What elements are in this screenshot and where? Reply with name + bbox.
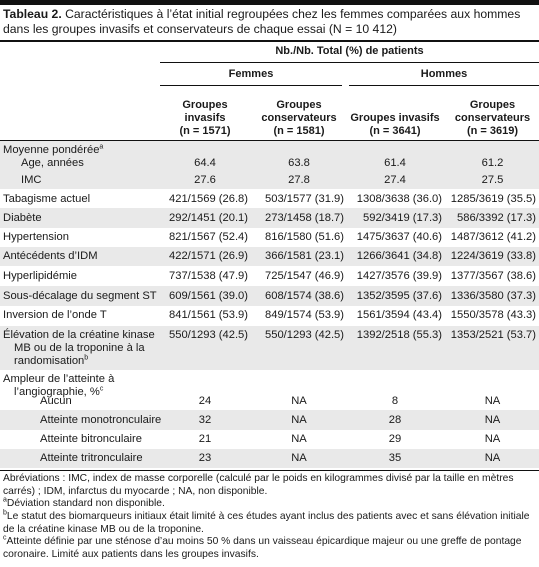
tri-label: Atteinte tritronculaire	[40, 452, 143, 464]
mono-label: Atteinte monotronculaire	[40, 414, 162, 426]
col4-line2: conservateurs	[454, 112, 531, 124]
header-rule-top	[0, 40, 539, 42]
st-label: Sous-décalage du segment ST	[3, 290, 157, 302]
span-rule	[160, 62, 539, 63]
ondet-v3: 1561/3594 (43.4)	[356, 309, 442, 321]
ck-v1: 550/1293 (42.5)	[169, 329, 248, 341]
ondet-v1: 841/1561 (53.9)	[169, 309, 248, 321]
ondet-v2: 849/1574 (53.9)	[265, 309, 344, 321]
age-v4: 61.2	[481, 157, 504, 169]
idm-v1: 422/1571 (26.9)	[169, 250, 248, 262]
col-header-f-invasifs	[160, 99, 250, 138]
top-rule	[0, 0, 539, 5]
imc-v3: 27.4	[384, 174, 406, 186]
mono-v3: 28	[388, 414, 402, 426]
tabac-label: Tabagisme actuel	[3, 193, 91, 205]
ck-label-2: MB ou de la troponine à la	[14, 342, 145, 354]
col2-line3: (n = 1581)	[273, 125, 325, 137]
col4-line3: (n = 3619)	[466, 125, 519, 137]
moyenne-label: Moyenne pondérée	[3, 144, 100, 156]
col4-line1: Groupes	[469, 99, 516, 111]
idm-v2: 366/1581 (23.1)	[265, 250, 344, 262]
age-v1: 64.4	[194, 157, 216, 169]
st-v4: 1336/3580 (37.3)	[450, 290, 536, 302]
lipid-v3: 1427/3576 (39.9)	[356, 270, 442, 282]
idm-v4: 1224/3619 (33.8)	[450, 250, 536, 262]
imc-v4: 27.5	[481, 174, 504, 186]
col-header-f-conservateurs	[252, 99, 346, 138]
st-v1: 609/1561 (39.0)	[169, 290, 248, 302]
imc-label: IMC	[21, 174, 42, 186]
table-title	[3, 7, 537, 37]
lipid-v2: 725/1547 (46.9)	[265, 270, 344, 282]
footnote-a-text: Déviation standard non disponible.	[6, 498, 165, 509]
imc-v2: 27.8	[288, 174, 310, 186]
aucun-v1: 24	[198, 395, 212, 407]
footnote-c-text: Atteinte définie par une sténose d’au moins 50 % dans un vaisseau épicardique majeur ou une greffe de pontage coronaire. Limité aux patients dans les groupes invasifs.	[3, 536, 522, 560]
footnote-b-text: Le statut des biomarqueurs initiaux était limité à ces études ayant inclus des patients avec et sans élévation initiale de la créatine kinase MB ou de la troponine.	[3, 511, 530, 535]
st-v3: 1352/3595 (37.6)	[356, 290, 442, 302]
header-span-label: Nb./Nb. Total (%) de patients	[275, 45, 424, 57]
tri-v3: 35	[388, 452, 402, 464]
bi-v2: NA	[291, 433, 307, 445]
table-rule-bottom	[0, 470, 539, 471]
footnote-b-sup: b	[3, 509, 7, 517]
aucun-v2: NA	[291, 395, 307, 407]
header-femmes: Femmes	[228, 68, 274, 80]
hommes-rule	[349, 85, 539, 86]
bi-v1: 21	[198, 433, 212, 445]
aucun-v4: NA	[484, 395, 501, 407]
col1-line1: Groupes	[182, 99, 228, 111]
tabac-v4: 1285/3619 (35.5)	[450, 193, 536, 205]
hta-v2: 816/1580 (51.6)	[265, 231, 344, 243]
mono-v2: NA	[291, 414, 307, 426]
tri-v1: 23	[198, 452, 212, 464]
ck-v2: 550/1293 (42.5)	[265, 329, 344, 341]
diabete-v1: 292/1451 (20.1)	[169, 212, 248, 224]
bi-v3: 29	[388, 433, 402, 445]
col3-line2: (n = 3641)	[369, 125, 421, 137]
col2-line2: conservateurs	[261, 112, 337, 124]
ck-v4: 1353/2521 (53.7)	[450, 329, 536, 341]
ck-v3: 1392/2518 (55.3)	[356, 329, 442, 341]
ck-sup: b	[84, 354, 89, 362]
col1-line2: invasifs	[184, 112, 226, 124]
diabete-v2: 273/1458 (18.7)	[265, 212, 344, 224]
tabac-v2: 503/1577 (31.9)	[265, 193, 344, 205]
mono-v4: NA	[484, 414, 501, 426]
footnote-abbreviations: Abréviations : IMC, index de masse corporelle (calculé par le poids en kilogrammes divisé par la taille en mètres carrés) ; IDM, infarctus du myocarde ; NA, non disponible.	[3, 473, 514, 497]
femmes-rule	[160, 85, 342, 86]
table-caption: Caractéristiques à l’état initial regroupées chez les femmes comparées aux hommes dans les groupes invasifs et conservateurs de chaque essai (N = 10 412)	[3, 7, 521, 36]
age-v2: 63.8	[288, 157, 310, 169]
col1-line3: (n = 1571)	[179, 125, 231, 137]
ck-label-1: Élévation de la créatine kinase	[3, 329, 155, 341]
hta-label: Hypertension	[3, 231, 69, 243]
age-v3: 61.4	[384, 157, 406, 169]
diabete-v3: 592/3419 (17.3)	[363, 212, 442, 224]
table-number: Tableau 2.	[3, 7, 62, 21]
hta-v1: 821/1567 (52.4)	[169, 231, 248, 243]
lipid-v1: 737/1538 (47.9)	[169, 270, 248, 282]
lipid-label: Hyperlipidémie	[3, 270, 77, 282]
ondet-v4: 1550/3578 (43.3)	[450, 309, 536, 321]
aucun-v3: 8	[391, 395, 399, 407]
diabete-label: Diabète	[3, 212, 42, 224]
header-hommes: Hommes	[420, 68, 468, 80]
tabac-v1: 421/1569 (26.8)	[169, 193, 248, 205]
moyenne-sup: a	[99, 143, 104, 151]
footnote-c	[3, 536, 535, 561]
st-v2: 608/1574 (38.6)	[265, 290, 344, 302]
col2-line1: Groupes	[276, 99, 322, 111]
footnote-c-sup: c	[3, 534, 7, 542]
col3-line1: Groupes invasifs	[350, 112, 440, 124]
col-header-h-conservateurs	[446, 99, 539, 138]
imc-v1: 27.6	[194, 174, 216, 186]
bi-v4: NA	[484, 433, 501, 445]
ck-label-3: randomisation	[14, 355, 85, 367]
bi-label: Atteinte bitronculaire	[40, 433, 142, 445]
hta-v4: 1487/3612 (41.2)	[450, 231, 536, 243]
footnote-b	[3, 511, 535, 536]
mono-v1: 32	[198, 414, 212, 426]
ampleur-sup: c	[99, 385, 104, 393]
hta-v3: 1475/3637 (40.6)	[356, 231, 442, 243]
lipid-v4: 1377/3567 (38.6)	[450, 270, 536, 282]
ondet-label: Inversion de l’onde T	[3, 309, 107, 321]
tri-v4: NA	[484, 452, 501, 464]
footnote-a-sup: a	[3, 496, 7, 504]
footnote-a	[3, 498, 535, 511]
idm-label: Antécédents d’IDM	[3, 250, 98, 262]
tri-v2: NA	[291, 452, 307, 464]
ampleur-label-2: l’angiographie, %	[14, 386, 100, 398]
age-label: Age, années	[21, 157, 84, 169]
ampleur-label-1: Ampleur de l’atteinte à	[3, 373, 115, 385]
tabac-v3: 1308/3638 (36.0)	[356, 193, 442, 205]
idm-v3: 1266/3641 (34.8)	[356, 250, 442, 262]
aucun-label: Aucun	[40, 395, 72, 407]
diabete-v4: 586/3392 (17.3)	[457, 212, 536, 224]
col-header-h-invasifs	[346, 112, 444, 138]
